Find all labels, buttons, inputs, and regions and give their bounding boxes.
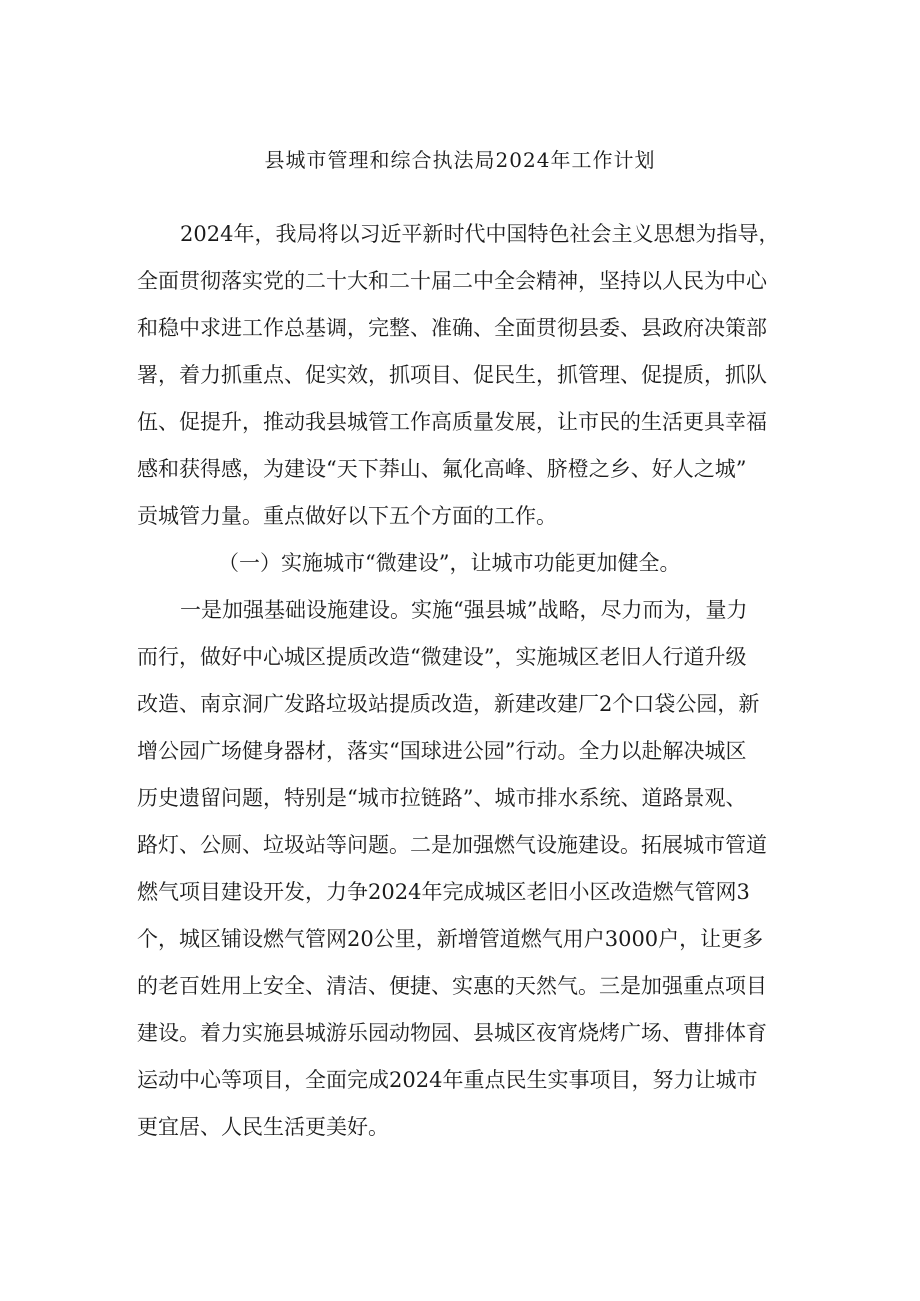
body-line: 历史遗留问题，特别是“城市拉链路”、城市排水系统、道路景观、	[137, 786, 747, 810]
document-title: 县城市管理和综合执法局2024年工作计划	[264, 148, 656, 172]
body-line: 的老百姓用上安全、清洁、便捷、实惠的天然气。三是加强重点项目	[137, 974, 767, 998]
section-heading: （一）实施城市“微建设”，让城市功能更加健全。	[218, 551, 681, 575]
body-line: 更宜居、人民生活更美好。	[137, 1115, 389, 1139]
body-line: 个，城区铺设燃气管网20公里，新增管道燃气用户3000户，让更多	[137, 927, 764, 951]
body-line: 贡城管力量。重点做好以下五个方面的工作。	[137, 504, 557, 528]
body-line: 2024年，我局将以习近平新时代中国特色社会主义思想为指导，	[180, 222, 780, 246]
body-line: 运动中心等项目，全面完成2024年重点民生实事项目，努力让城市	[137, 1068, 758, 1092]
body-line: 署，着力抓重点、促实效，抓项目、促民生，抓管理、促提质，抓队	[137, 363, 767, 387]
body-line: 伍、促提升，推动我县城管工作高质量发展，让市民的生活更具幸福	[137, 410, 767, 434]
body-line: 而行，做好中心城区提质改造“微建设”，实施城区老旧人行道升级	[137, 645, 747, 669]
body-line: 感和获得感，为建设“天下莽山、氟化高峰、脐橙之乡、好人之城”	[137, 457, 747, 481]
body-line: 燃气项目建设开发，力争2024年完成城区老旧小区改造燃气管网3	[137, 880, 750, 904]
body-line: 增公园广场健身器材，落实“国球进公园”行动。全力以赴解决城区	[137, 739, 747, 763]
body-line: 全面贯彻落实党的二十大和二十届二中全会精神，坚持以人民为中心	[137, 269, 767, 293]
body-line: 建设。着力实施县城游乐园动物园、县城区夜宵烧烤广场、曹排体育	[137, 1021, 767, 1045]
body-line: 改造、南京洞广发路垃圾站提质改造，新建改建厂2个口袋公园，新	[137, 692, 760, 716]
body-line: 一是加强基础设施建设。实施“强县城”战略，尽力而为，量力	[180, 598, 748, 622]
body-line: 和稳中求进工作总基调，完整、准确、全面贯彻县委、县政府决策部	[137, 316, 767, 340]
body-line: 路灯、公厕、垃圾站等问题。二是加强燃气设施建设。拓展城市管道	[137, 833, 767, 857]
